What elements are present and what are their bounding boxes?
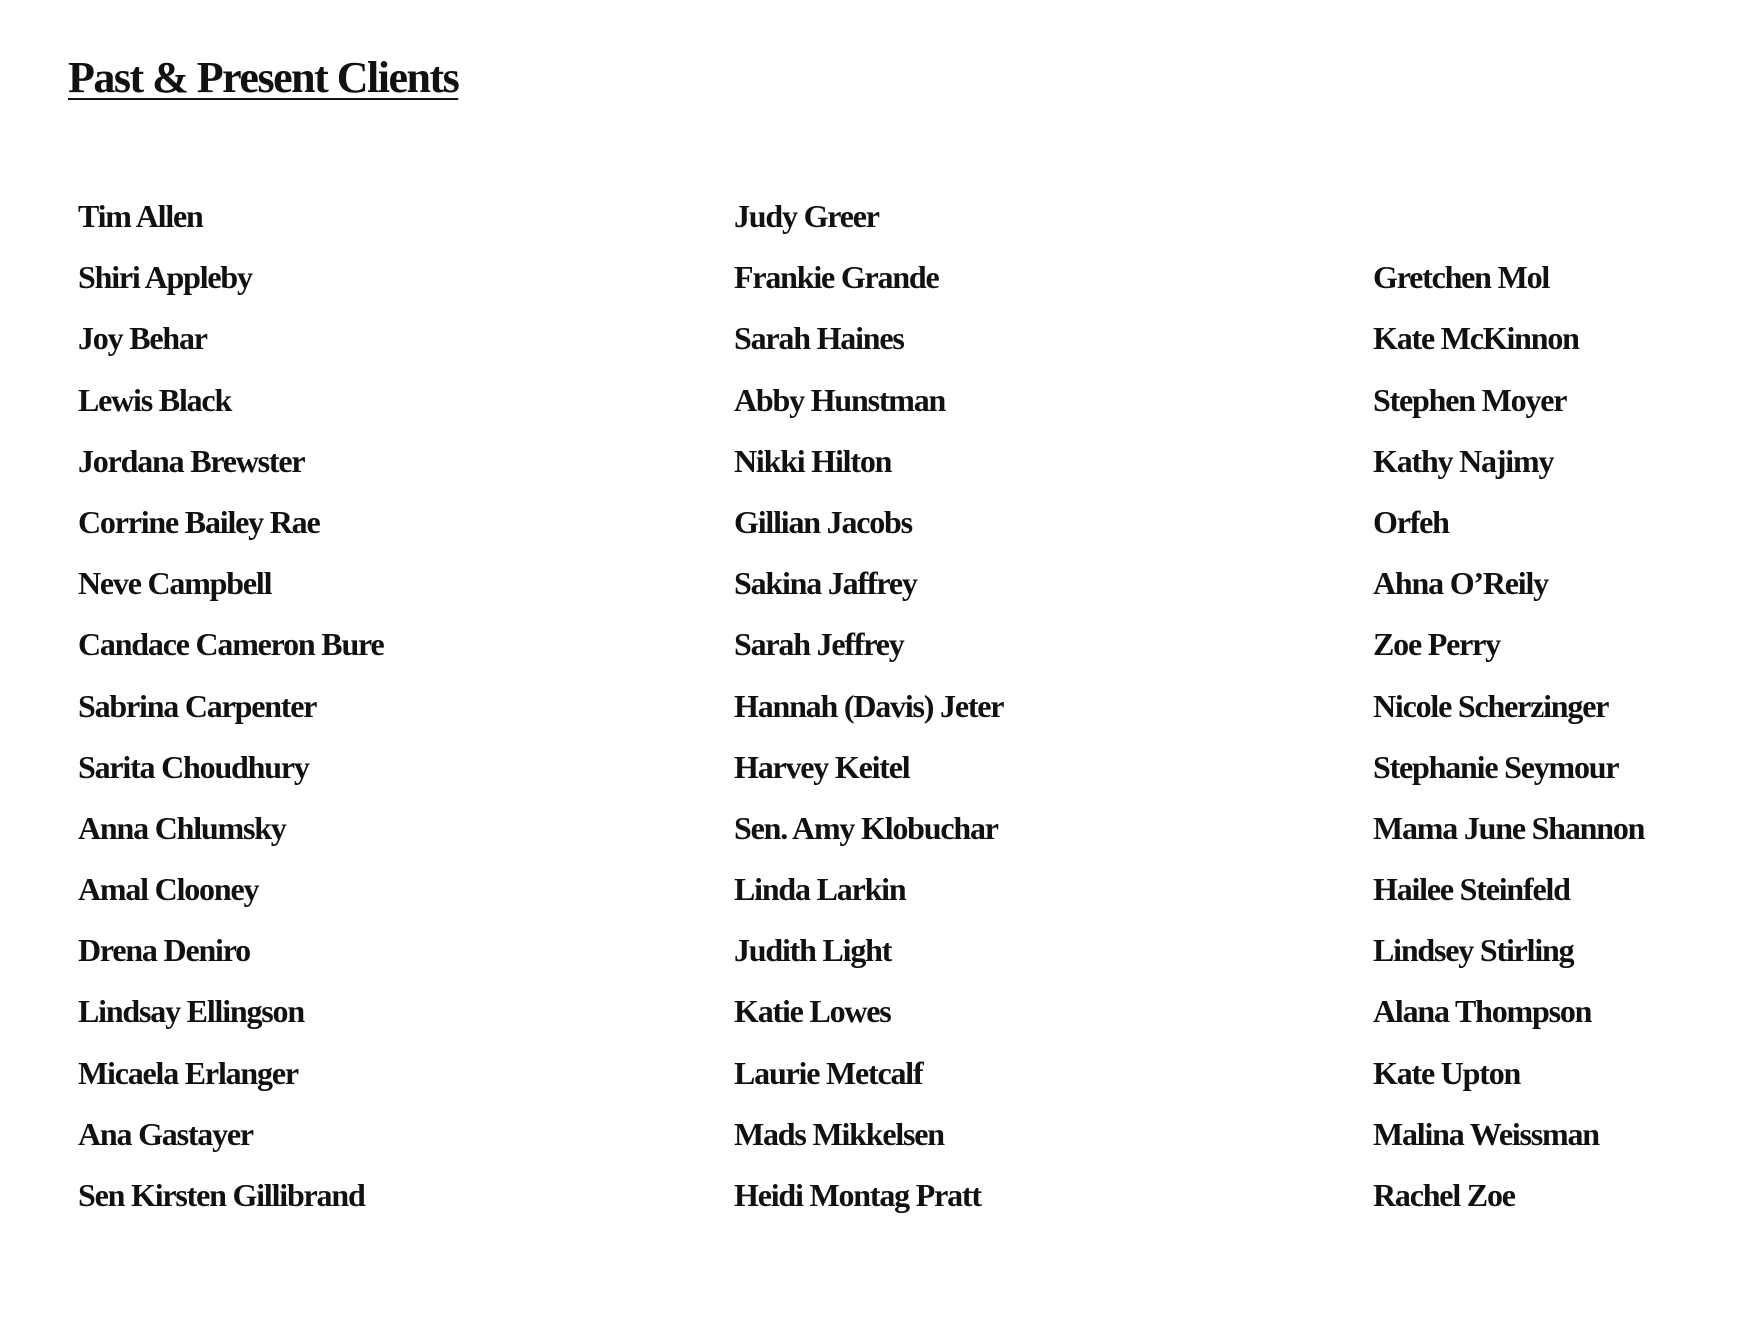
client-name: Linda Larkin bbox=[734, 871, 906, 908]
client-name: Gillian Jacobs bbox=[734, 503, 912, 540]
client-name: Mads Mikkelsen bbox=[734, 1115, 944, 1152]
client-name bbox=[1373, 196, 1644, 257]
client-name: Amal Clooney bbox=[78, 871, 259, 908]
client-name: Judith Light bbox=[734, 932, 892, 969]
client-name: Nicole Scherzinger bbox=[1373, 687, 1609, 724]
client-name: Nikki Hilton bbox=[734, 442, 892, 479]
client-name: Lindsey Stirling bbox=[1373, 932, 1574, 969]
client-name: Sarah Haines bbox=[734, 320, 904, 357]
client-name: Lewis Black bbox=[78, 381, 232, 418]
client-name: Neve Campbell bbox=[78, 565, 272, 602]
client-name: Sen Kirsten Gillibrand bbox=[78, 1177, 365, 1213]
client-name: Stephanie Seymour bbox=[1373, 748, 1619, 785]
client-name: Tim Allen bbox=[78, 198, 203, 234]
client-name: Micaela Erlanger bbox=[78, 1054, 298, 1091]
client-name: Ahna O’Reily bbox=[1373, 565, 1548, 602]
client-name: Harvey Keitel bbox=[734, 748, 910, 785]
client-name: Candace Cameron Bure bbox=[78, 626, 384, 663]
client-name: Sakina Jaffrey bbox=[734, 565, 917, 602]
client-name: Rachel Zoe bbox=[1373, 1177, 1515, 1213]
client-name: Sen. Amy Klobuchar bbox=[734, 809, 998, 846]
client-name: Corrine Bailey Rae bbox=[78, 503, 320, 540]
client-name: Drena Deniro bbox=[78, 932, 250, 969]
client-name: Orfeh bbox=[1373, 503, 1449, 540]
client-column-2 bbox=[734, 196, 1003, 1236]
client-name: Shiri Appleby bbox=[78, 259, 252, 296]
client-name: Zoe Perry bbox=[1373, 626, 1500, 663]
client-name: Alana Thompson bbox=[1373, 993, 1592, 1030]
client-name: Sabrina Carpenter bbox=[78, 687, 317, 724]
client-name: Ana Gastayer bbox=[78, 1115, 253, 1152]
client-name: Heidi Montag Pratt bbox=[734, 1177, 981, 1213]
client-name: Frankie Grande bbox=[734, 259, 939, 296]
client-column-1 bbox=[78, 196, 383, 1236]
client-name: Malina Weissman bbox=[1373, 1115, 1599, 1152]
client-name: Mama June Shannon bbox=[1373, 809, 1645, 846]
client-name: Stephen Moyer bbox=[1373, 381, 1567, 418]
client-column-3 bbox=[1373, 196, 1644, 1236]
client-name: Kate McKinnon bbox=[1373, 320, 1579, 357]
client-name: Abby Hunstman bbox=[734, 381, 946, 418]
client-name: Laurie Metcalf bbox=[734, 1054, 923, 1091]
page-title: Past & Present Clients bbox=[68, 53, 459, 102]
client-name: Joy Behar bbox=[78, 320, 207, 357]
client-name: Katie Lowes bbox=[734, 993, 891, 1030]
client-name: Hailee Steinfeld bbox=[1373, 871, 1570, 908]
client-name: Sarah Jeffrey bbox=[734, 626, 904, 663]
client-name: Anna Chlumsky bbox=[78, 809, 286, 846]
client-name: Kathy Najimy bbox=[1373, 442, 1554, 479]
client-name: Sarita Choudhury bbox=[78, 748, 309, 785]
client-name: Judy Greer bbox=[734, 198, 879, 234]
client-name: Jordana Brewster bbox=[78, 442, 305, 479]
client-name: Gretchen Mol bbox=[1373, 259, 1550, 296]
client-name: Kate Upton bbox=[1373, 1054, 1521, 1091]
client-name: Lindsay Ellingson bbox=[78, 993, 304, 1030]
client-name: Hannah (Davis) Jeter bbox=[734, 687, 1004, 724]
